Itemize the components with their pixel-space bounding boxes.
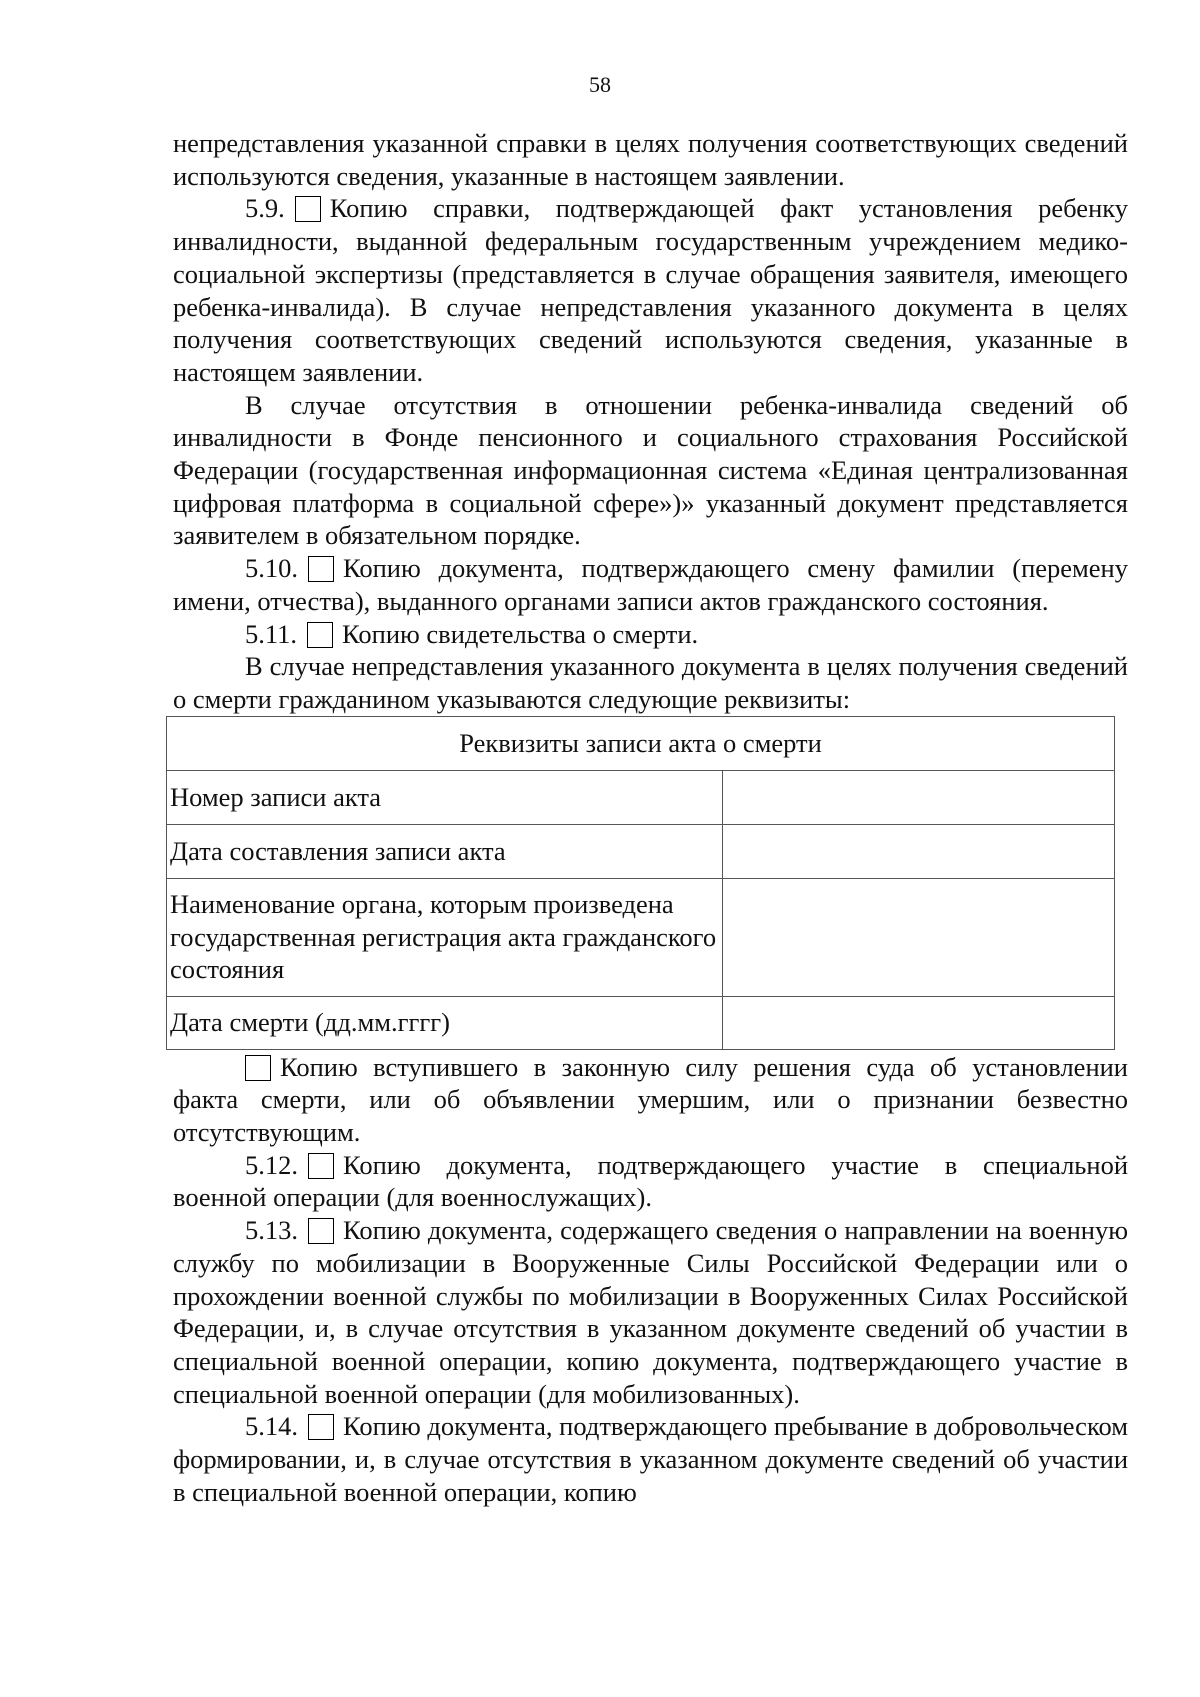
paragraph-death-requisites-intro (173, 650, 1128, 715)
item-text: Копию свидетельства о смерти. (342, 618, 699, 649)
item-text: Копию документа, подтверждающего пребывание в добровольческом формировании, и, в случае отсутствия в указанном документе сведений об участии в специальной военной операции, копию (173, 1411, 1128, 1507)
registration-authority-field[interactable] (723, 878, 1115, 996)
item-court-decision (173, 1051, 1128, 1149)
item-5-10 (173, 552, 1128, 617)
item-5-11 (173, 618, 1128, 651)
death-record-table (166, 716, 1115, 1050)
item-number: 5.9. (245, 193, 285, 224)
table-row (167, 878, 1115, 996)
item-number: 5.11. (245, 618, 298, 649)
checkbox-5-9[interactable] (295, 196, 321, 222)
checkbox-5-10[interactable] (308, 556, 334, 582)
item-number: 5.12. (245, 1149, 298, 1180)
row-label-record-number: Номер записи акта (167, 770, 723, 824)
record-date-field[interactable] (723, 824, 1115, 878)
row-label-record-date: Дата составления записи акта (167, 824, 723, 878)
checkbox-5-13[interactable] (308, 1218, 334, 1244)
record-number-field[interactable] (723, 770, 1115, 824)
checkbox-5-14[interactable] (308, 1414, 334, 1440)
item-number: 5.13. (245, 1215, 298, 1246)
page-content (170, 127, 1128, 1509)
paragraph-text: В случае отсутствия в отношении ребенка-инвалида сведений об инвалидности в Фонде пенсионного и социального страхования Российской Федерации (государственная информационная система «Единая централизованная цифровая платформа в социальной сфере»)» указанный документ представляется заявителем в обязательном порядке. (173, 389, 1128, 551)
checkbox-5-11[interactable] (307, 622, 333, 648)
item-text: Копию документа, подтверждающего участие в специальной военной операции (для военнослужащих). (173, 1149, 1128, 1213)
item-number: 5.10. (245, 553, 298, 584)
paragraph-text: непредставления указанной справки в целях получения соответствующих сведений используются сведения, указанные в настоящем заявлении. (173, 128, 1128, 191)
checkbox-5-12[interactable] (308, 1153, 334, 1179)
paragraph-disability-note (173, 389, 1128, 553)
item-text: Копию документа, подтверждающего смену фамилии (перемену имени, отчества), выданного органами записи актов гражданского состояния. (173, 553, 1128, 616)
table-row (167, 824, 1115, 878)
table-row (167, 996, 1115, 1049)
item-number: 5.14. (245, 1411, 298, 1442)
item-5-14 (173, 1410, 1128, 1508)
paragraph-continuation (173, 127, 1128, 192)
item-text: Копию справки, подтверждающей факт установления ребенку инвалидности, выданной федеральным государственным учреждением медико-социальной экспертизы (представляется в случае обращения заявителя, имеющего ребенка-инвалида). В случае непредставления указанного документа в целях получения соответствующих сведений используются сведения, указанные в настоящем заявлении. (173, 193, 1128, 387)
item-text: Копию вступившего в законную силу решения суда об установлении факта смерти, или об объявлении умершим, или о признании безвестно отсутствующим. (173, 1051, 1128, 1148)
checkbox-court-decision[interactable] (245, 1055, 271, 1081)
item-text: Копию документа, содержащего сведения о направлении на военную службу по мобилизации в Вооруженные Силы Российской Федерации или о прохождении военной службы по мобилизации в Вооруженных Силах Российской Федерации, и, в случае отсутствия в указанном документе сведений об участии в специальной военной операции, копию документа, подтверждающего участие в специальной военной операции (для мобилизованных). (173, 1215, 1128, 1409)
death-record-table-header: Реквизиты записи акта о смерти (167, 716, 1115, 770)
item-5-13 (173, 1214, 1128, 1410)
table-row (167, 770, 1115, 824)
item-5-9 (173, 192, 1128, 388)
paragraph-text: В случае непредставления указанного документа в целях получения сведений о смерти гражданином указываются следующие реквизиты: (173, 651, 1128, 714)
page-number: 58 (589, 72, 611, 97)
death-date-field[interactable] (723, 996, 1115, 1049)
row-label-death-date: Дата смерти (дд.мм.гггг) (167, 996, 723, 1049)
item-5-12 (173, 1149, 1128, 1214)
row-label-registration-authority: Наименование органа, которым произведена государственная регистрация акта гражданского состояния (167, 878, 723, 996)
